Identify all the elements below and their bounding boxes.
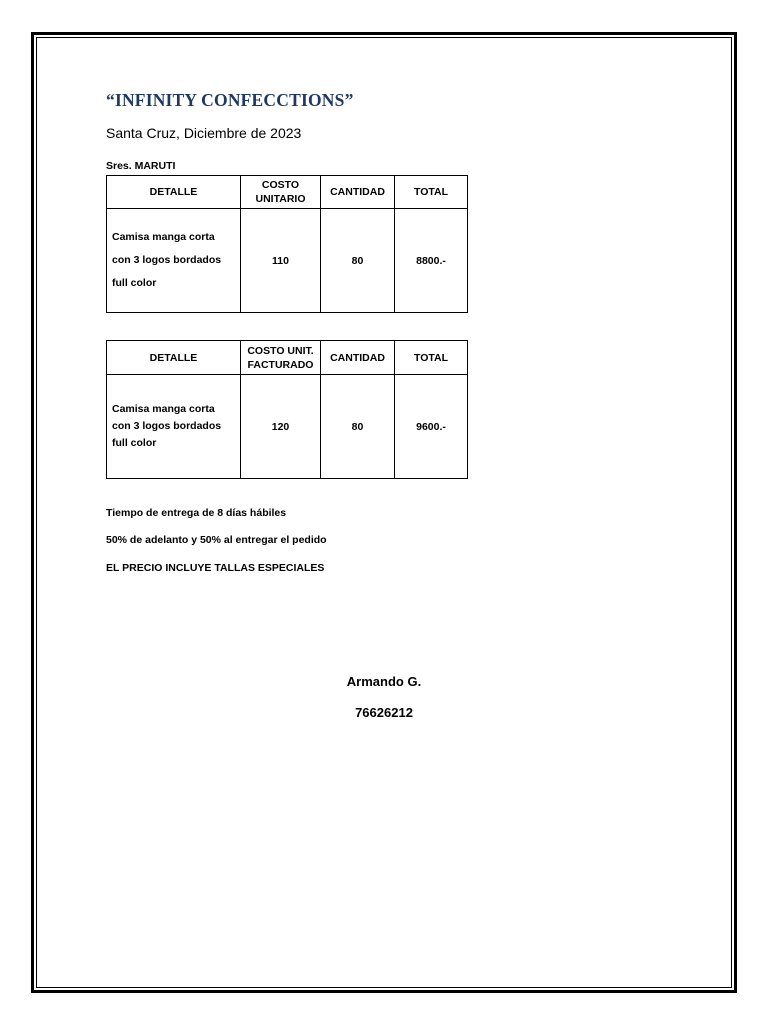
table-row — [107, 209, 468, 313]
client-name: Sres. MARUTI — [106, 160, 176, 172]
company-title: “INFINITY CONFECCTIONS” — [106, 90, 354, 110]
cell-detail: Camisa manga corta con 3 logos bordados full color — [107, 375, 241, 479]
cell-cost: 120 — [241, 375, 321, 479]
table-row — [107, 375, 468, 479]
header-detail: DETALLE — [107, 341, 241, 375]
header-total: TOTAL — [395, 176, 468, 209]
quote-table-2 — [106, 340, 468, 479]
header-detail: DETALLE — [107, 176, 241, 209]
delivery-time-note: Tiempo de entrega de 8 días hábiles — [106, 507, 287, 519]
cell-quantity: 80 — [321, 209, 395, 313]
cell-quantity: 80 — [321, 375, 395, 479]
header-total: TOTAL — [395, 341, 468, 375]
cell-detail: Camisa manga corta con 3 logos bordados full color — [107, 209, 241, 313]
table-header-row — [107, 176, 468, 209]
date-line: Santa Cruz, Diciembre de 2023 — [106, 125, 302, 141]
header-quantity: CANTIDAD — [321, 341, 395, 375]
payment-terms-note: 50% de adelanto y 50% al entregar el pedido — [106, 534, 327, 546]
cell-total: 9600.- — [395, 375, 468, 479]
header-cost: COSTO UNITARIO — [241, 176, 321, 209]
header-cost-invoiced: COSTO UNIT. FACTURADO — [241, 341, 321, 375]
cell-total: 8800.- — [395, 209, 468, 313]
table-header-row — [107, 341, 468, 375]
cell-cost: 110 — [241, 209, 321, 313]
signature-phone: 76626212 — [355, 705, 413, 720]
signature-name: Armando G. — [346, 674, 422, 689]
quote-table-1 — [106, 175, 468, 313]
header-quantity: CANTIDAD — [321, 176, 395, 209]
special-sizes-note: EL PRECIO INCLUYE TALLAS ESPECIALES — [106, 562, 325, 574]
